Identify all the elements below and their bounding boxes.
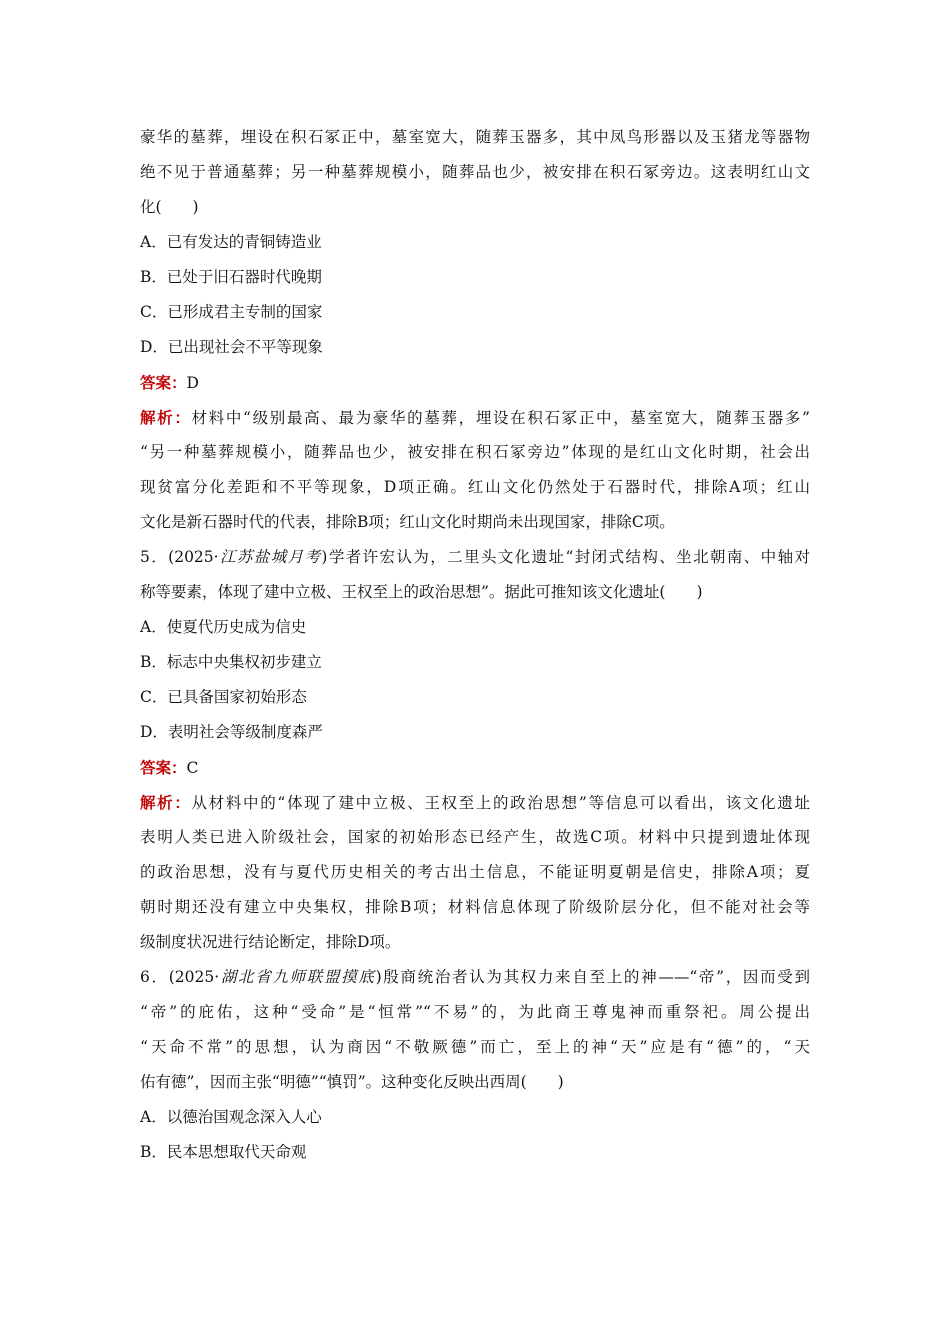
analysis-text: 从材料中的“体现了建中立极、王权至上的政治思想”等信息可以看出，该文化遗址 [191, 794, 810, 812]
q4-option-d: D．已出现社会不平等现象 [140, 338, 323, 356]
q5-analysis-line: 表明人类已进入阶级社会，国家的初始形态已经产生，故选C项。材料中只提到遗址体现 [140, 828, 810, 846]
q5-option-a: A．使夏代历史成为信史 [140, 618, 307, 636]
q6-stem-line: “天命不常”的思想，认为商因“不敬厥德”而亡，至上的神“天”应是有“德”的，“天 [140, 1038, 810, 1056]
question-number: 6．(2025· [140, 968, 220, 986]
q5-analysis-line: 朝时期还没有建立中央集权，排除B项；材料信息体现了阶级阶层分化，但不能对社会等 [140, 898, 810, 916]
analysis-label: 解析： [140, 408, 192, 427]
q4-analysis-line [140, 400, 810, 435]
q6-stem-line: 佑有德”，因而主张“明德”“慎罚”。这种变化反映出西周( ) [140, 1073, 564, 1091]
q5-option-c: C．已具备国家初始形态 [140, 688, 307, 706]
q4-analysis-line: 现贫富分化差距和不平等现象，D项正确。红山文化仍然处于石器时代，排除A项；红山 [140, 478, 810, 496]
q4-stem-line: 化( ) [140, 198, 199, 216]
q6-stem-line: “帝”的庇佑，这种“受命”是“恒常”“不易”的，为此商王尊鬼神而重祭祀。周公提出 [140, 1003, 810, 1021]
q5-analysis-line: 的政治思想，没有与夏代历史相关的考古出土信息，不能证明夏朝是信史，排除A项；夏 [140, 863, 810, 881]
answer-value: C [186, 759, 199, 777]
question-source: 江苏盐城月考 [218, 548, 322, 566]
q5-answer [140, 750, 810, 785]
q5-option-b: B．标志中央集权初步建立 [140, 653, 322, 671]
answer-label: 答案： [140, 758, 187, 777]
q6-option-b: B．民本思想取代天命观 [140, 1143, 307, 1161]
q4-option-c: C．已形成君主专制的国家 [140, 303, 323, 321]
q4-stem-line: 绝不见于普通墓葬；另一种墓葬规模小，随葬品也少，被安排在积石冢旁边。这表明红山文 [140, 163, 810, 181]
q5-analysis-line: 级制度状况进行结论断定，排除D项。 [140, 933, 401, 951]
q4-option-b: B．已处于旧石器时代晚期 [140, 268, 322, 286]
q4-option-a: A．已有发达的青铜铸造业 [140, 233, 322, 251]
q5-analysis-line [140, 785, 810, 820]
answer-label: 答案： [140, 373, 187, 392]
q4-answer [140, 365, 810, 400]
analysis-text: 材料中“级别最高、最为豪华的墓葬，埋设在积石冢正中，墓室宽大，随葬玉器多” [191, 409, 810, 427]
answer-value: D [186, 374, 199, 392]
q4-analysis-line: “另一种墓葬规模小，随葬品也少，被安排在积石冢旁边”体现的是红山文化时期，社会出 [140, 443, 810, 461]
q4-analysis-line: 文化是新石器时代的代表，排除B项；红山文化时期尚未出现国家，排除C项。 [140, 513, 675, 531]
question-source: 湖北省九师联盟摸底 [219, 968, 376, 986]
question-number: 5．(2025· [140, 548, 219, 566]
question-text: )学者许宏认为，二里头文化遗址“封闭式结构、坐北朝南、中轴对 [321, 548, 810, 566]
q5-option-d: D．表明社会等级制度森严 [140, 723, 323, 741]
q4-stem-line: 豪华的墓葬，埋设在积石冢正中，墓室宽大，随葬玉器多，其中凤鸟形器以及玉猪龙等器物 [140, 128, 810, 146]
q5-stem-line: 称等要素，体现了建中立极、王权至上的政治思想”。据此可推知该文化遗址( ) [140, 583, 703, 601]
document-page [140, 120, 810, 1170]
q6-option-a: A．以德治国观念深入人心 [140, 1108, 322, 1126]
analysis-label: 解析： [140, 793, 192, 812]
question-text: )殷商统治者认为其权力来自至上的神——“帝”，因而受到 [375, 968, 810, 986]
q5-stem-line [140, 540, 810, 575]
q6-stem-line [140, 960, 810, 995]
